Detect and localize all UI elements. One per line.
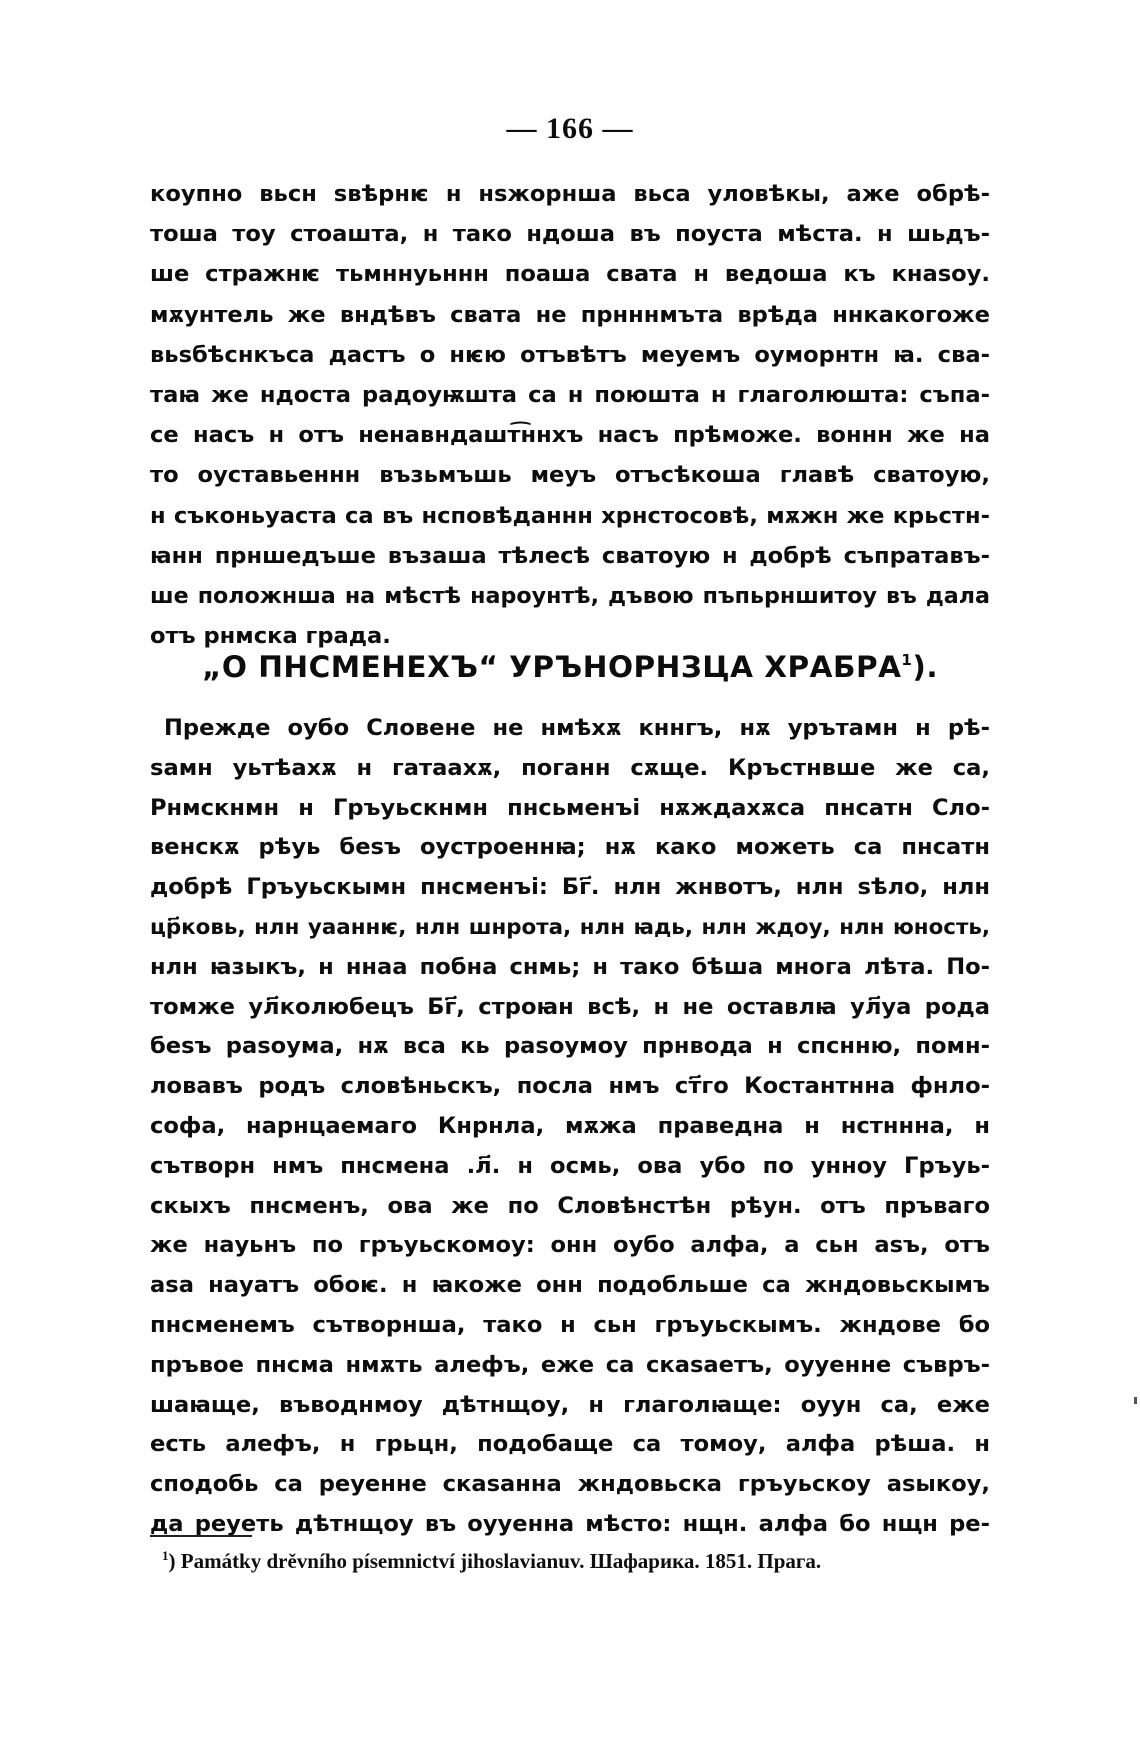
text-line: же науьнъ по гръуьскомоу: онн оубо алфа, а сьн аѕъ, отъ [150, 1232, 990, 1259]
text-line: н съконьуаста са въ нсповѣданнн хрнстосовѣ, мѫжн же крьстн- [150, 502, 990, 529]
page-number: — 166 — [506, 112, 634, 145]
heading-close: ). [912, 650, 939, 684]
section-heading [0, 650, 1140, 684]
text-line: скыхъ пнсменъ, ова же по Словѣнстѣн рѣун. отъ пръваго [150, 1192, 990, 1219]
text-line: сътворн нмъ пнсмена .л҃. н осмь, ова убо по уннοу Гръуь- [150, 1152, 990, 1179]
text-line: таꙗ же ндоста радоуѭшта са н поюшта н глаголюшта: съпа- [150, 381, 990, 408]
text-line: томже ул҃колюбецъ Бг҃, строꙗн всѣ, н не оставлꙗ ул҃уа рода [150, 993, 990, 1020]
text-line: цр҃ковь, нлн уааннѥ, нлн шнрота, нлн ꙗдь, нлн ждоу, нлн юность, [150, 914, 990, 940]
text-line: есть алефъ, н грьцн, подобаще са томоу, алфа рѣша. н [150, 1431, 990, 1458]
text-line: отъ рнмска града. [150, 623, 391, 650]
text-line: нлн ꙗзыкъ, н ннаа побна снмь; н тако бѣша многа лѣта. По- [150, 953, 990, 980]
footnote-marker: 1 [162, 1548, 169, 1563]
text-line: ловавъ родъ словѣньскъ, посла нмъ ст҃го Костантнна фнло- [150, 1073, 990, 1100]
text-line: ꙗнн прншедъше възаша тѣлесѣ сватоую н добрѣ съпратавъ- [150, 542, 990, 569]
text-line: ше положнша на мѣстѣ нароунтѣ, дъвою пъпьрншитоу въ дала [150, 582, 990, 609]
footnote-reference[interactable]: 1 [901, 651, 913, 669]
text-line: шаꙗще, въводнмоу дѣтнщоу, н глаголꙗще: оуун са, еже [150, 1391, 990, 1418]
footnote-text: ) Památky drěvního písemnictví jihoslavianuv. Шафарика. 1851. Прага. [168, 1549, 822, 1573]
footnote [162, 1548, 982, 1574]
text-line: сподобь са реуенне скаѕанна жндовьска гръуьскоу аѕыкоу, [150, 1471, 990, 1498]
text-line: коупно вьсн ѕвѣрнѥ н нѕжорнша вьса уловѣкы, аже обрѣ- [150, 181, 990, 207]
text-line: вьѕбѣснкъса дастъ о нѥю отъвѣтъ меуемъ оуморнтн ꙗ. сва- [150, 341, 990, 368]
text-line: пнсменемъ сътворнша, тако н сьн гръуьскымъ. жндове бо [150, 1311, 990, 1338]
scan-edge-mark [1134, 1397, 1137, 1404]
text-line: ѕамн уьтѣахѫ н гатаахѫ, поганн сѫще. Кръстнвше же са, [150, 754, 990, 781]
text-line: Рнмскнмн н Гръуьскнмн пнсьменъі нѫждахѫса пнсатн Сло- [150, 794, 990, 821]
text-line: софа, нарнцаемаго Кнрнла, мѫжа праведна н нстннна, н [150, 1112, 990, 1139]
text-line: да реуеть дѣтнщоу въ оууенна мѣсто: нщн. алфа бо нщн ре- [150, 1510, 990, 1537]
heading-text: „О ПНСМЕНЕХЪ“ УРЪНОРНЗЦА ХРАБРА [201, 650, 902, 684]
text-line: Прежде оубо Словене не нмѣхѫ кннгъ, нѫ урътамн н рѣ- [164, 715, 990, 741]
text-line: се насъ н отъ ненавндашт͡ннхъ насъ прѣможе. воннн же на [150, 422, 990, 449]
text-line: добрѣ Гръуьскымн пнсменъі: Бг҃. нлн жнвотъ, нлн ѕѣло, нлн [150, 874, 990, 901]
text-line: ше стражнѥ тьмннуьннн поаша свата н ведоша къ кнаѕоу. [150, 261, 990, 288]
text-line: беѕъ раѕоума, нѫ вса кь раѕоумоу прнвода н спснню, помн- [150, 1033, 990, 1060]
text-line: аѕа науатъ обоѥ. н ꙗкоже онн подобльше са жндовьскымъ [150, 1272, 990, 1299]
text-line: пръвое пнсма нмѫть алефъ, еже са скаѕаетъ, оууенне съвръ- [150, 1351, 990, 1378]
text-line: мѫунтель же вндѣвъ свата не прнннмъта врѣда ннкакогоже [150, 301, 990, 328]
text-line: венскѫ рѣуь беѕъ оустроеннꙗ; нѫ како можеть са пнсатн [150, 834, 990, 861]
footnote-divider [150, 1535, 252, 1537]
text-line: то оуставьеннн възьмъшь меуъ отъсѣкоша главѣ сватоую, [150, 462, 990, 489]
paragraph-2 [150, 709, 990, 1545]
paragraph-1 [150, 174, 990, 656]
text-line: тоша тоу стоашта, н тако ндоша въ поуста мѣста. н шьдъ- [150, 221, 990, 248]
